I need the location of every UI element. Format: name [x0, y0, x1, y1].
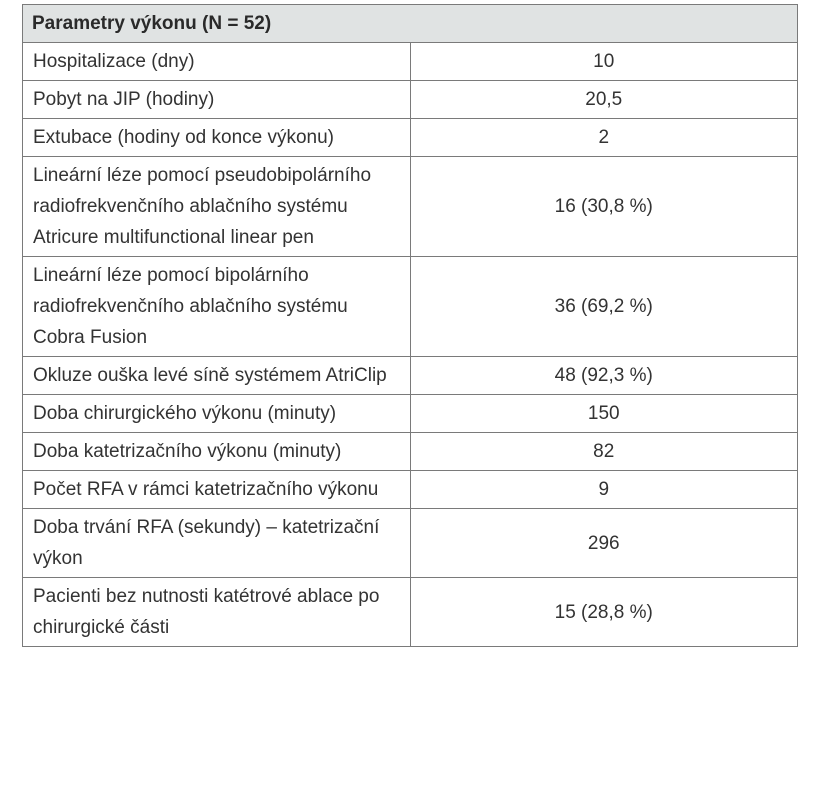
table-row	[23, 119, 798, 157]
value-cell: 36 (69,2 %)	[410, 257, 798, 357]
parameter-cell: Doba katetrizačního výkonu (minuty)	[23, 433, 411, 471]
value-cell: 15 (28,8 %)	[410, 578, 798, 647]
parameter-cell: Počet RFA v rámci katetrizačního výkonu	[23, 471, 411, 509]
table-row	[23, 357, 798, 395]
table-container	[22, 4, 798, 647]
value-cell: 10	[410, 43, 798, 81]
value-cell: 2	[410, 119, 798, 157]
value-cell: 16 (30,8 %)	[410, 157, 798, 257]
table-title: Parametry výkonu (N = 52)	[23, 5, 798, 43]
procedure-parameters-table	[22, 4, 798, 647]
parameter-cell: Lineární léze pomocí bipolárního radiofrekvenčního ablačního systému Cobra Fusion	[23, 257, 411, 357]
value-cell: 82	[410, 433, 798, 471]
value-cell: 48 (92,3 %)	[410, 357, 798, 395]
parameter-cell: Extubace (hodiny od konce výkonu)	[23, 119, 411, 157]
parameter-cell: Pacienti bez nutnosti katétrové ablace po chirurgické části	[23, 578, 411, 647]
parameter-cell: Doba chirurgického výkonu (minuty)	[23, 395, 411, 433]
parameter-cell: Okluze ouška levé síně systémem AtriClip	[23, 357, 411, 395]
table-row	[23, 395, 798, 433]
table-row	[23, 157, 798, 257]
table-row	[23, 433, 798, 471]
value-cell: 296	[410, 509, 798, 578]
table-row	[23, 43, 798, 81]
value-cell: 150	[410, 395, 798, 433]
parameter-cell: Hospitalizace (dny)	[23, 43, 411, 81]
table-row	[23, 509, 798, 578]
parameter-cell: Pobyt na JIP (hodiny)	[23, 81, 411, 119]
table-row	[23, 578, 798, 647]
value-cell: 9	[410, 471, 798, 509]
parameter-cell: Doba trvání RFA (sekundy) – katetrizační výkon	[23, 509, 411, 578]
table-row	[23, 257, 798, 357]
parameter-cell: Lineární léze pomocí pseudobipolárního radiofrekvenčního ablačního systému Atricure multifunctional linear pen	[23, 157, 411, 257]
value-cell: 20,5	[410, 81, 798, 119]
table-row	[23, 471, 798, 509]
table-header-row	[23, 5, 798, 43]
table-row	[23, 81, 798, 119]
